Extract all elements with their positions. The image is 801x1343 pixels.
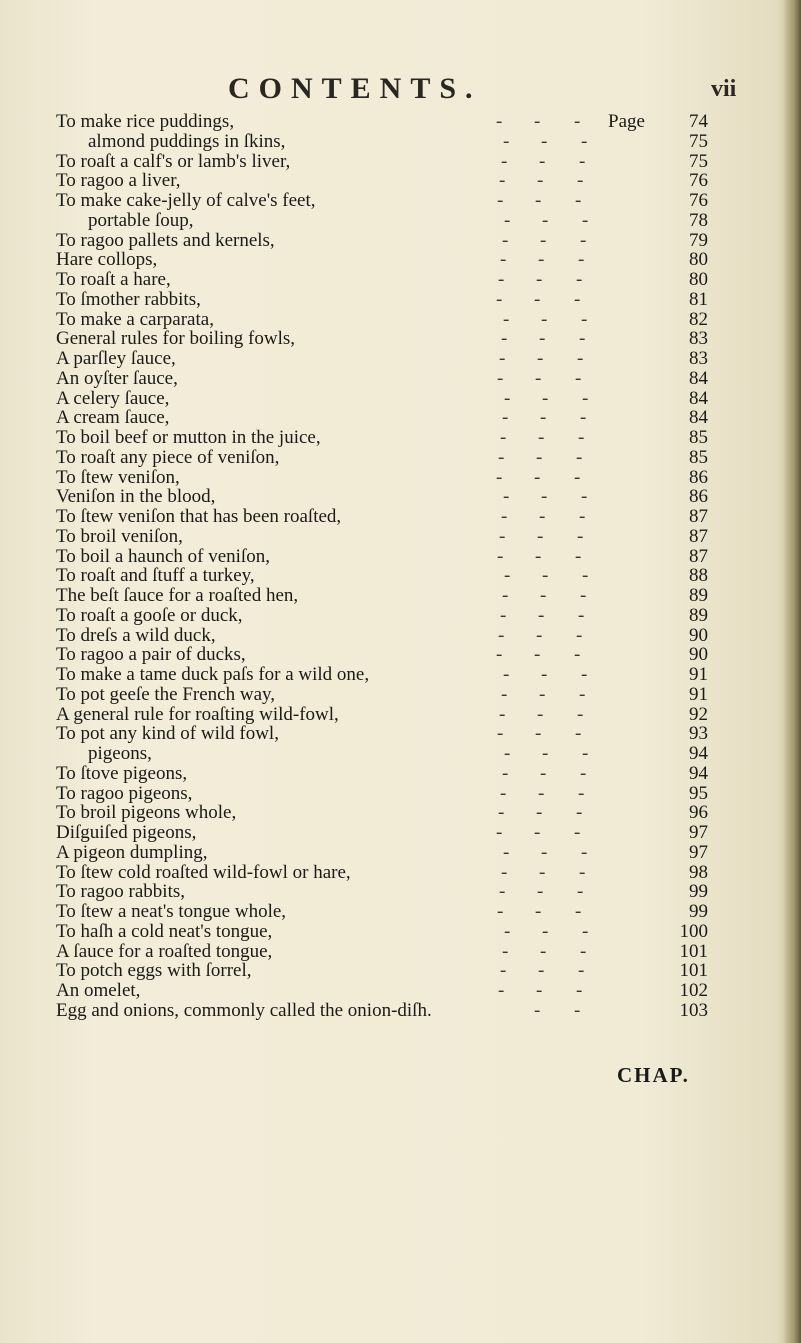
toc-entry-page: 85 <box>689 446 708 468</box>
toc-entry: To ragoo rabbits, - - - 99 <box>56 881 708 903</box>
toc-entry: An omelet, - - - 102 <box>56 980 708 1001</box>
toc-entry-title: To roaſt and ſtuff a turkey, <box>56 565 255 587</box>
toc-entry: To ragoo pigeons, - - - 95 <box>56 782 708 804</box>
toc-entry-page: 93 <box>689 723 708 745</box>
toc-entry-page: 89 <box>689 604 708 626</box>
toc-entry: A general rule for roaſting wild-fowl, - - - 92 <box>56 703 708 725</box>
toc-entry-title: To ſtew cold roaſted wild-fowl or hare, <box>56 861 351 883</box>
toc-entry-title: Hare collops, <box>56 249 158 271</box>
toc-entry-title: A cream ſauce, <box>56 407 170 429</box>
toc-entry: To roaſt a hare, - - - 80 <box>56 269 708 290</box>
toc-entry: To boil beef or mutton in the juice, - - - 85 <box>56 427 708 448</box>
toc-entry-title: To broil veniſon, <box>56 525 183 547</box>
toc-entry-page: 97 <box>689 822 708 843</box>
toc-entry: General rules for boiling fowls, - - - 83 <box>56 328 708 350</box>
toc-entry-page: 101 <box>679 960 708 982</box>
toc-entry: Egg and onions, commonly called the onion-diſh. - - 103 <box>56 999 708 1021</box>
toc-entry-page: 86 <box>689 466 708 488</box>
toc-entry-title: An oyſter ſauce, <box>56 367 178 389</box>
toc-entry-title: A pigeon dumpling, <box>56 841 208 863</box>
toc-entry-page: 83 <box>689 328 708 350</box>
toc-entry: To make a tame duck paſs for a wild one, - - - 91 <box>56 664 708 685</box>
toc-entry-title: Veniſon in the blood, <box>56 486 216 508</box>
toc-entry-title: almond puddings in ſkins, <box>88 130 286 152</box>
toc-entry: To ragoo a pair of ducks, - - - 90 <box>56 644 708 666</box>
toc-entry-page: 76 <box>689 170 708 192</box>
toc-entry-page: 97 <box>689 841 708 863</box>
toc-entry-page: 91 <box>689 664 708 685</box>
toc-entry-title: The beſt ſauce for a roaſted hen, <box>56 585 299 606</box>
toc-entry: A pigeon dumpling, - - - 97 <box>56 841 708 863</box>
toc-entry-page: 80 <box>689 269 708 290</box>
toc-entry-page: 82 <box>689 308 708 330</box>
toc-entry-page: 89 <box>689 585 708 606</box>
toc-entry-title: To make rice puddings, <box>56 111 235 132</box>
toc-entry: Hare collops, - - - 80 <box>56 249 708 271</box>
toc-entry-title: To dreſs a wild duck, <box>56 624 216 646</box>
toc-entry-page: 90 <box>689 644 708 666</box>
toc-entry-page: 78 <box>689 209 708 231</box>
toc-entry: To ragoo a liver, - - - 76 <box>56 170 708 192</box>
toc-entry-page: 84 <box>689 387 708 409</box>
toc-entry-page: 100 <box>679 920 708 942</box>
toc-entry-page: 87 <box>689 506 708 527</box>
toc-entry-page: 90 <box>689 624 708 646</box>
toc-entry-page: 87 <box>689 525 708 547</box>
toc-entry-title: To potch eggs with ſorrel, <box>56 960 252 982</box>
toc-entry-page: 80 <box>689 249 708 271</box>
toc-entry: To broil veniſon, - - - 87 <box>56 525 708 547</box>
toc-entry-page: 75 <box>689 130 708 152</box>
toc-entry-page: 95 <box>689 782 708 804</box>
catchword: CHAP. <box>617 1063 690 1087</box>
toc-entry-title: A parſley ſauce, <box>56 348 176 369</box>
toc-entry-title: To ragoo rabbits, <box>56 881 186 903</box>
toc-entry: To pot geeſe the French way, - - - 91 <box>56 683 708 705</box>
toc-entry: A parſley ſauce, - - - 83 <box>56 348 708 369</box>
toc-entry: To haſh a cold neat's tongue, - - - 100 <box>56 920 708 942</box>
toc-entry-title: To ragoo pigeons, <box>56 782 193 804</box>
toc-entry-title: To ragoo a liver, <box>56 170 181 192</box>
toc-entry-title: To ſmother rabbits, <box>56 288 201 310</box>
toc-entry-title: To broil pigeons whole, <box>56 802 237 824</box>
toc-entry: To ſtew a neat's tongue whole, - - - 99 <box>56 901 708 922</box>
toc-entry: To roaſt a calf's or lamb's liver, - - - 75 <box>56 150 708 172</box>
toc-entry: A cream ſauce, - - - 84 <box>56 407 708 429</box>
toc-entry-title: To ſtove pigeons, <box>56 762 188 784</box>
toc-entry-page: 96 <box>689 802 708 824</box>
toc-entry-title: A general rule for roaſting wild-fowl, <box>56 703 339 725</box>
toc-entry-page: 85 <box>689 427 708 448</box>
toc-entry-title: To boil a haunch of veniſon, <box>56 545 270 567</box>
toc-entry-title: To make a tame duck paſs for a wild one, <box>56 664 370 685</box>
toc-entry-page: 91 <box>689 683 708 705</box>
toc-entry: To ragoo pallets and kernels, - - - 79 <box>56 229 708 251</box>
toc-entry-page: 101 <box>679 940 708 962</box>
toc-entry-page: 87 <box>689 545 708 567</box>
toc-entry: To roaſt and ſtuff a turkey, - - - 88 <box>56 565 708 587</box>
toc-entry-page: 92 <box>689 703 708 725</box>
toc-entry: To broil pigeons whole, - - - 96 <box>56 802 708 824</box>
toc-entry-page: 84 <box>689 407 708 429</box>
toc-entry-page: 86 <box>689 486 708 508</box>
toc-entry-title: To ſtew veniſon, <box>56 466 180 488</box>
toc-entry-page: 74 <box>689 111 708 132</box>
toc-entry: To roaſt a gooſe or duck, - - - 89 <box>56 604 708 626</box>
toc-entry: An oyſter ſauce, - - - 84 <box>56 367 708 389</box>
toc-entry: To pot any kind of wild fowl, - - - 93 <box>56 723 708 745</box>
toc-entry: To dreſs a wild duck, - - - 90 <box>56 624 708 646</box>
toc-entry-page: 75 <box>689 150 708 172</box>
toc-entry: pigeons, - - - 94 <box>56 744 716 764</box>
toc-entry-page: 76 <box>689 190 708 211</box>
toc-entry-title: To boil beef or mutton in the juice, <box>56 427 321 448</box>
toc-entry: To ſtew veniſon that has been roaſted, - - - 87 <box>56 506 708 527</box>
toc-entry: portable ſoup, - - - 78 <box>56 211 716 231</box>
toc-entry-title: To haſh a cold neat's tongue, <box>56 920 273 942</box>
toc-entry: To ſtew veniſon, - - - 86 <box>56 466 708 488</box>
toc-entry-title: To make cake-jelly of calve's feet, <box>56 190 316 211</box>
toc-entry: A ſauce for a roaſted tongue, - - - 101 <box>56 940 708 962</box>
toc-entry-page: 103 <box>679 999 708 1021</box>
page-header <box>0 72 801 112</box>
toc-entry-title: To make a carparata, <box>56 308 214 330</box>
toc-entry-title: To ragoo pallets and kernels, <box>56 229 275 251</box>
toc-entry: Diſguiſed pigeons, - - - 97 <box>56 822 708 843</box>
toc-entry-title: To ſtew a neat's tongue whole, <box>56 901 287 922</box>
toc-entry-title: Egg and onions, commonly called the onion-diſh. <box>56 999 432 1021</box>
toc-entry: To make a carparata, - - - 82 <box>56 308 708 330</box>
toc-entry: To boil a haunch of veniſon, - - - 87 <box>56 545 708 567</box>
toc-entry-page: 83 <box>689 348 708 369</box>
page-title: CONTENTS. <box>228 72 482 105</box>
toc-entry-title: To ragoo a pair of ducks, <box>56 644 246 666</box>
toc-entry-title: To pot geeſe the French way, <box>56 683 276 705</box>
toc-entry-page: 79 <box>689 229 708 251</box>
toc-entry-title: Diſguiſed pigeons, <box>56 822 197 843</box>
toc-entry: To ſtove pigeons, - - - 94 <box>56 762 708 784</box>
toc-entry: A celery ſauce, - - - 84 <box>56 387 708 409</box>
toc-entry: To make cake-jelly of calve's feet, - - - 76 <box>56 190 708 211</box>
toc-entry-title: To ſtew veniſon that has been roaſted, <box>56 506 342 527</box>
toc-entry-page: 81 <box>689 288 708 310</box>
toc-entry-title: To pot any kind of wild fowl, <box>56 723 279 745</box>
toc-entry-page: 88 <box>689 565 708 587</box>
toc-entry-title: An omelet, <box>56 980 141 1001</box>
toc-entry-title: To roaſt any piece of veniſon, <box>56 446 280 468</box>
toc-entry: To ſtew cold roaſted wild-fowl or hare, - - - 98 <box>56 861 708 883</box>
toc-entry: To potch eggs with ſorrel, - - - 101 <box>56 960 708 982</box>
toc-entry-title: A ſauce for a roaſted tongue, <box>56 940 273 962</box>
toc-entry-page: 98 <box>689 861 708 883</box>
toc-entry-title: To roaſt a calf's or lamb's liver, <box>56 150 291 172</box>
toc-entry-page: 102 <box>679 980 708 1001</box>
page-number-roman: vii <box>711 76 737 102</box>
toc-entry: almond puddings in ſkins, - - - 75 <box>56 132 716 152</box>
page-column-label: Page <box>608 111 645 132</box>
toc-entry-page: 99 <box>689 881 708 903</box>
table-of-contents <box>56 112 716 1021</box>
page-edge-shadow <box>783 0 801 1343</box>
toc-entry-title: General rules for boiling fowls, <box>56 328 296 350</box>
toc-entry-title: pigeons, <box>88 743 152 764</box>
toc-entry: To roaſt any piece of veniſon, - - - 85 <box>56 446 708 468</box>
toc-entry-page: 94 <box>689 743 708 764</box>
toc-entry-page: 99 <box>689 901 708 922</box>
toc-entry-title: To roaſt a hare, <box>56 269 171 290</box>
toc-entry-page: 94 <box>689 762 708 784</box>
toc-entry-title: portable ſoup, <box>88 209 194 231</box>
toc-entry-title: A celery ſauce, <box>56 387 170 409</box>
toc-entry-page: 84 <box>689 367 708 389</box>
toc-entry: To make rice puddings, - - - Page 74 <box>56 111 708 132</box>
toc-entry: Veniſon in the blood, - - - 86 <box>56 486 708 508</box>
toc-entry-title: To roaſt a gooſe or duck, <box>56 604 243 626</box>
toc-entry: To ſmother rabbits, - - - 81 <box>56 288 708 310</box>
toc-entry: The beſt ſauce for a roaſted hen, - - - 89 <box>56 585 708 606</box>
